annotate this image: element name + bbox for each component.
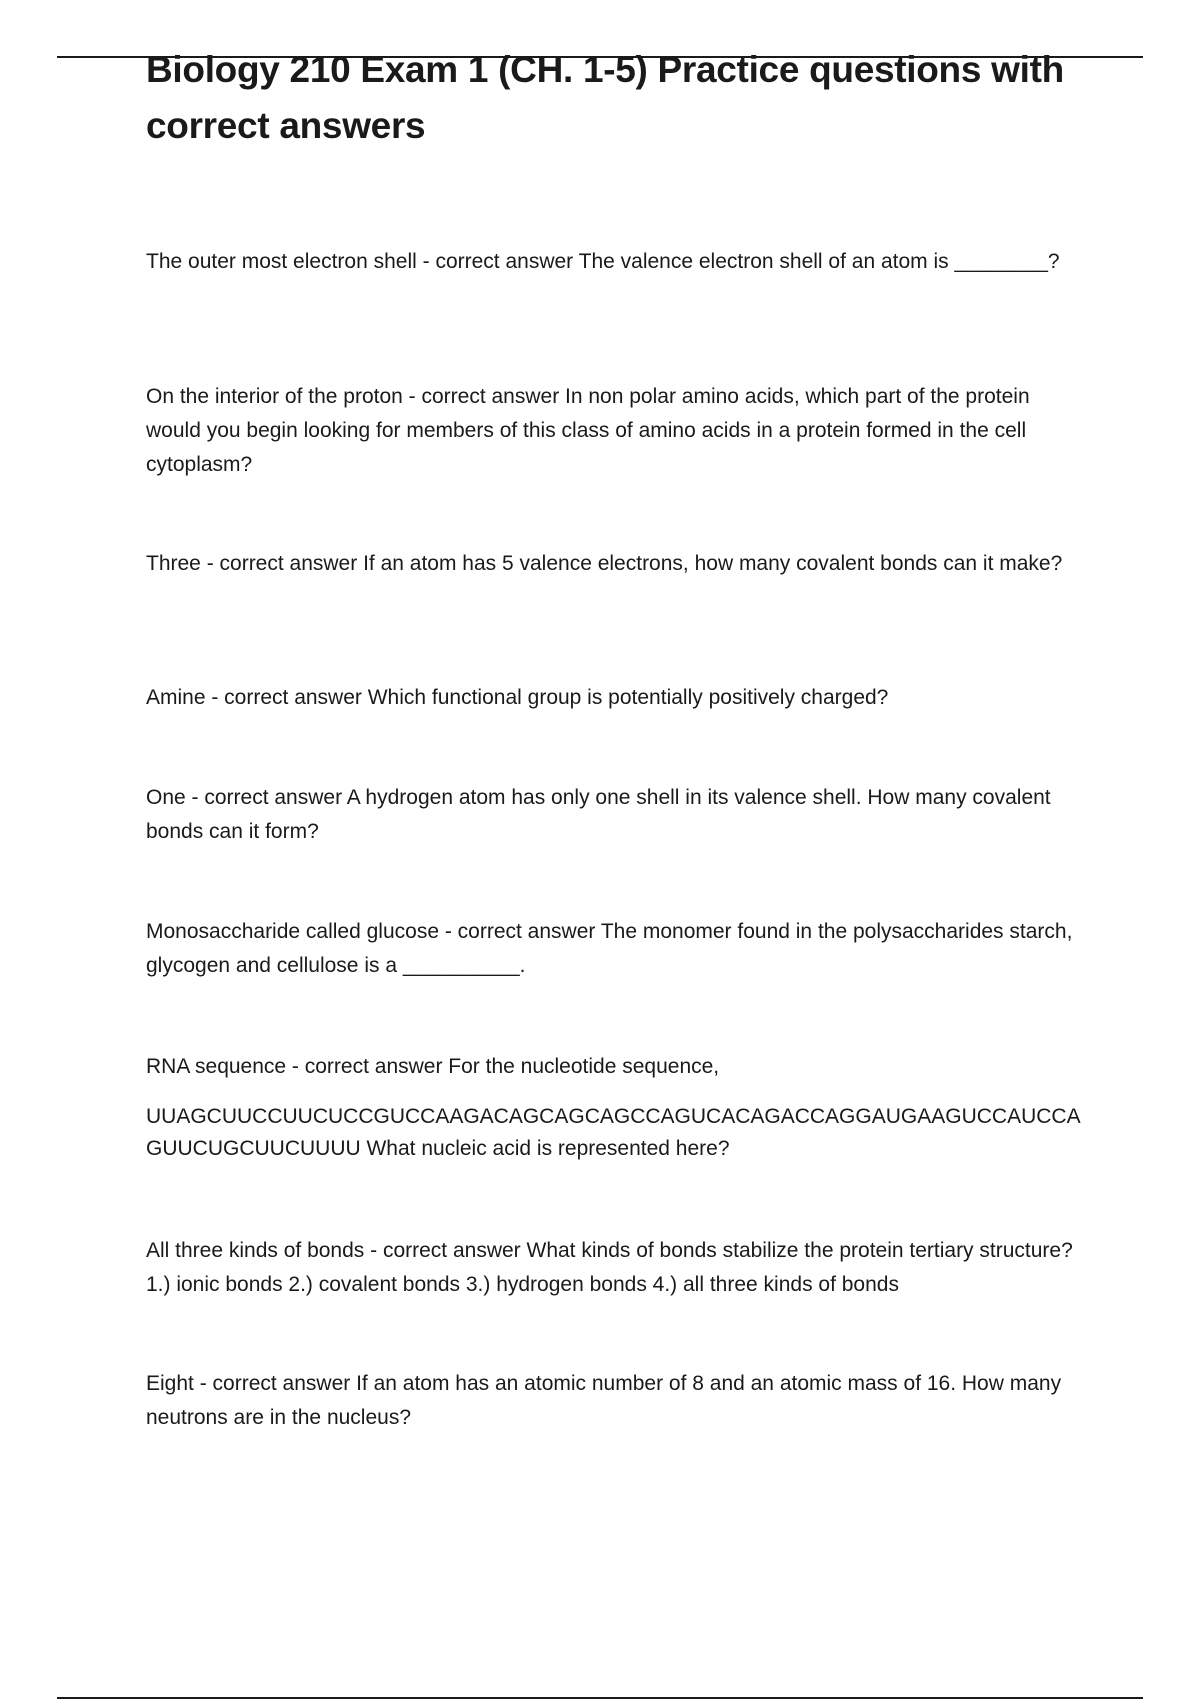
qa-item: RNA sequence - correct answer For the nucleotide sequence, — [146, 1055, 720, 1078]
qa-item: Three - correct answer If an atom has 5 valence electrons, how many covalent bonds can it make? — [146, 552, 1063, 575]
qa-item-sequence: UUAGCUUCCUUCUCCGUCCAAGACAGCAGCAGCCAGUCACAGACCAGGAUGAAGUCCAUCCAGUUCUGCUUCUUUU What nucleic acid is represented here? — [146, 1105, 1081, 1160]
qa-item: On the interior of the proton - correct answer In non polar amino acids, which part of the protein would you begin looking for members of this class of amino acids in a protein formed in the cell cytoplasm? — [146, 385, 1030, 476]
qa-item: All three kinds of bonds - correct answer What kinds of bonds stabilize the protein tertiary structure? 1.) ionic bonds 2.) covalent bonds 3.) hydrogen bonds 4.) all three kinds of bonds — [146, 1239, 1073, 1296]
qa-item: Amine - correct answer Which functional group is potentially positively charged? — [146, 686, 889, 709]
qa-item: One - correct answer A hydrogen atom has only one shell in its valence shell. How many covalent bonds can it form? — [146, 786, 1051, 843]
bottom-rule — [57, 1697, 1143, 1699]
qa-item: The outer most electron shell - correct answer The valence electron shell of an atom is ________? — [146, 250, 1060, 273]
qa-item: Eight - correct answer If an atom has an atomic number of 8 and an atomic mass of 16. How many neutrons are in the nucleus? — [146, 1372, 1062, 1429]
qa-item: Monosaccharide called glucose - correct answer The monomer found in the polysaccharides starch, glycogen and cellulose is a __________. — [146, 920, 1073, 977]
document-title: Biology 210 Exam 1 (CH. 1-5) Practice questions with correct answers — [146, 49, 1064, 146]
